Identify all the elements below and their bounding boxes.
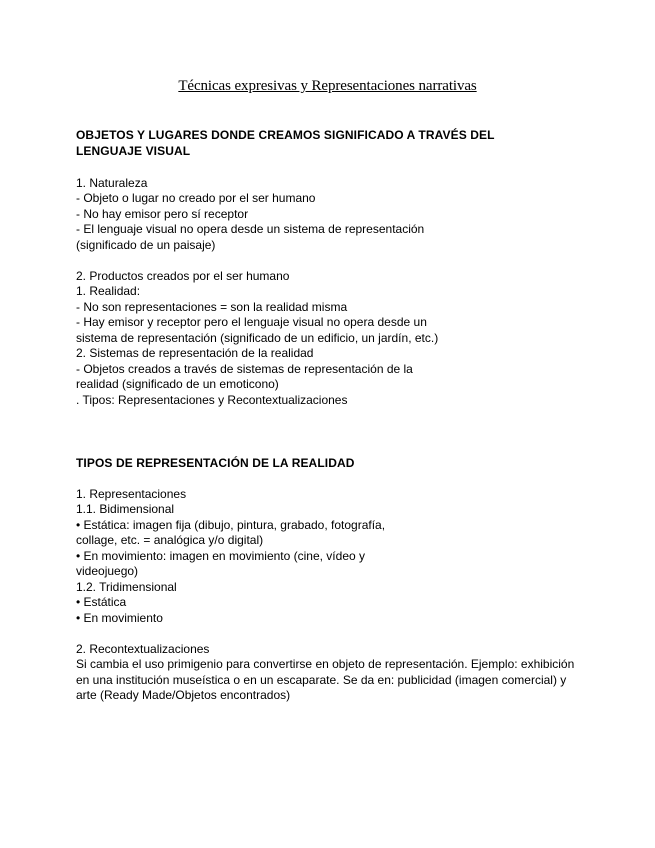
text-line: en una institución museística o en un escaparate. Se da en: publicidad (imagen comercial) y <box>76 673 567 687</box>
text-line: - No hay emisor pero sí receptor <box>76 207 249 221</box>
text-line: - No son representaciones = son la realidad misma <box>76 300 348 314</box>
text-line: realidad (significado de un emoticono) <box>76 377 279 391</box>
section2-heading: TIPOS DE REPRESENTACIÓN DE LA REALIDAD <box>76 456 355 470</box>
text-line: - Hay emisor y receptor pero el lenguaje visual no opera desde un <box>76 315 427 329</box>
text-line: 1.1. Bidimensional <box>76 502 175 516</box>
text-line: • Estática <box>76 595 127 609</box>
text-line: • En movimiento <box>76 611 163 625</box>
text-line: • En movimiento: imagen en movimiento (cine, vídeo y <box>76 549 365 563</box>
text-line: 1.2. Tridimensional <box>76 580 177 594</box>
section1-heading-line2: LENGUAJE VISUAL <box>76 144 191 158</box>
text-line: sistema de representación (significado de un edificio, un jardín, etc.) <box>76 331 439 345</box>
text-line: videojuego) <box>76 564 139 578</box>
text-line: Si cambia el uso primigenio para convertirse en objeto de representación. Ejemplo: exhibición <box>76 657 575 671</box>
document-title: Técnicas expresivas y Representaciones narrativas <box>178 78 477 94</box>
text-line: - El lenguaje visual no opera desde un sistema de representación <box>76 222 425 236</box>
text-line: . Tipos: Representaciones y Recontextualizaciones <box>76 393 348 407</box>
text-line: 2. Recontextualizaciones <box>76 642 210 656</box>
text-line: - Objeto o lugar no creado por el ser humano <box>76 191 316 205</box>
text-line: collage, etc. = analógica y/o digital) <box>76 533 264 547</box>
text-line: 1. Naturaleza <box>76 176 148 190</box>
text-line: 1. Representaciones <box>76 487 187 501</box>
text-line: - Objetos creados a través de sistemas de representación de la <box>76 362 413 376</box>
text-line: 2. Productos creados por el ser humano <box>76 269 290 283</box>
text-line: (significado de un paisaje) <box>76 238 216 252</box>
text-line: 2. Sistemas de representación de la realidad <box>76 346 314 360</box>
section1-heading-line1: OBJETOS Y LUGARES DONDE CREAMOS SIGNIFICADO A TRAVÉS DEL <box>76 128 495 142</box>
text-line: arte (Ready Made/Objetos encontrados) <box>76 688 291 702</box>
text-line: 1. Realidad: <box>76 284 141 298</box>
text-line: • Estática: imagen fija (dibujo, pintura, grabado, fotografía, <box>76 518 386 532</box>
